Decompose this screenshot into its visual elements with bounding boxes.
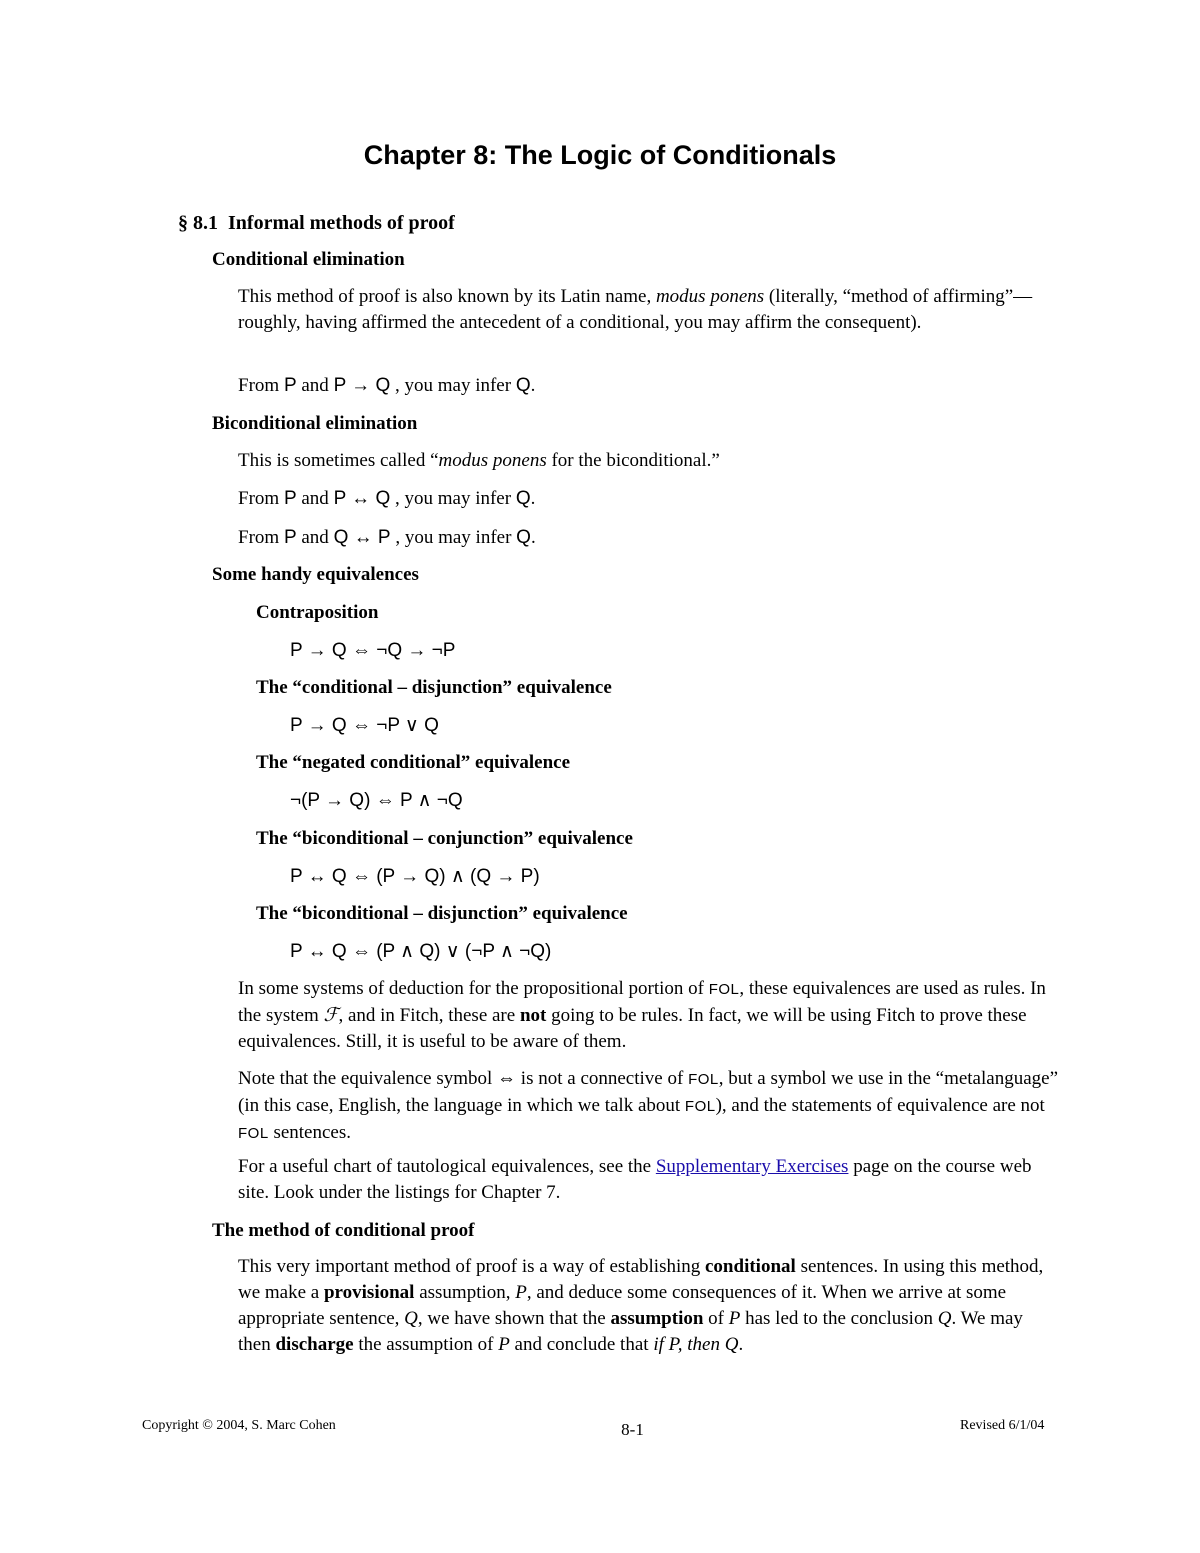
paragraph-equivalence-chart: [238, 1154, 1058, 1206]
section-number: § 8.1: [178, 212, 218, 234]
paragraph-biconditional-modus-ponens: [238, 448, 720, 474]
text-run: sentences. In using this method, we make a: [238, 1256, 1044, 1303]
term-modus-ponens: modus ponens: [438, 450, 547, 471]
text-run: for the biconditional.”: [546, 450, 720, 471]
text-run: In some systems of deduction for the propositional portion of: [238, 978, 709, 999]
paragraph-modus-ponens: [238, 284, 1038, 336]
variable-p: P: [515, 1282, 527, 1303]
heading-biconditional-elimination: Biconditional elimination: [212, 413, 418, 434]
fol-term: FOL: [684, 1098, 716, 1115]
heading-handy-equivalences: Some handy equivalences: [212, 564, 419, 585]
equivalence-formula: P → Q ⇔ ¬Q → ¬P: [290, 640, 456, 661]
text-run: , you may infer: [390, 488, 516, 509]
text-run: and conclude that: [509, 1334, 654, 1355]
text-run: This is sometimes called “: [238, 450, 439, 471]
paragraph-metalanguage-note: [238, 1066, 1058, 1147]
text-run: .: [530, 527, 536, 548]
variable-p: P: [498, 1334, 510, 1355]
text-run: . We may then: [238, 1308, 1023, 1355]
text-run: and: [296, 375, 334, 396]
rule-biconditional-elimination-2: [238, 525, 536, 551]
text-run: has led to the conclusion: [740, 1308, 938, 1329]
paragraph-equivalences-as-rules: [238, 976, 1068, 1055]
footer-page-number: 8-1: [621, 1420, 644, 1439]
formula: P: [283, 375, 297, 396]
text-run: .: [738, 1334, 744, 1355]
variable-q: Q: [937, 1308, 952, 1329]
text-run: From: [238, 488, 284, 509]
text-run: , and deduce some consequences of it. When we arrive at some appropriate sentence,: [238, 1282, 1007, 1329]
heading-conditional-proof: The method of conditional proof: [212, 1220, 475, 1241]
equivalence-name: The “biconditional – disjunction” equivalence: [256, 903, 628, 924]
rule-conditional-elimination: [238, 373, 535, 399]
emphasis: provisional: [323, 1282, 415, 1303]
emphasis: assumption: [610, 1308, 704, 1329]
text-run: , we have shown that the: [417, 1308, 611, 1329]
text-run: page on the course web site. Look under the listings for Chapter 7.: [238, 1156, 1032, 1203]
footer-revised-date: Revised 6/1/04: [960, 1418, 1045, 1433]
formula: Q: [516, 527, 531, 548]
text-run: This very important method of proof is a way of establishing: [238, 1256, 705, 1277]
fol-term: FOL: [238, 1125, 269, 1142]
formula: P ↔ Q: [333, 488, 391, 509]
text-run: and: [296, 488, 334, 509]
text-run: going to be rules. In fact, we will be using Fitch to prove these equivalences. Still, it is useful to be aware of them.: [238, 1005, 1027, 1052]
fol-term: FOL: [688, 1071, 719, 1088]
heading-conditional-elimination: Conditional elimination: [212, 249, 405, 270]
equivalence-formula: P ↔ Q ⇔ (P ∧ Q) ∨ (¬P ∧ ¬Q): [290, 941, 552, 962]
text-run: and: [296, 527, 334, 548]
text-run: This method of proof is also known by its Latin name,: [238, 286, 656, 307]
text-run: (literally, “method of affirming”—roughly, having affirmed the antecedent of a conditional, you may affirm the consequent).: [238, 286, 1033, 333]
text-run: , you may infer: [390, 375, 516, 396]
conclusion-if-then: if P, then Q: [653, 1334, 739, 1355]
footer-copyright: Copyright © 2004, S. Marc Cohen: [142, 1418, 336, 1433]
equivalence-name: The “negated conditional” equivalence: [256, 752, 571, 773]
formula: P: [283, 488, 297, 509]
text-run: of: [703, 1308, 729, 1329]
text-run: For a useful chart of tautological equivalences, see the: [238, 1156, 656, 1177]
formula: P: [283, 527, 297, 548]
equivalence-formula: ¬(P → Q) ⇔ P ∧ ¬Q: [290, 790, 463, 811]
text-run: From: [238, 527, 284, 548]
formula: Q: [515, 488, 531, 509]
formula: Q: [515, 375, 531, 396]
fol-term: FOL: [708, 981, 740, 998]
formula: P → Q: [333, 375, 391, 396]
text-run: , but a symbol we use in the “metalanguage” (in this case, English, the language in which we talk about: [238, 1068, 1059, 1116]
emphasis: discharge: [275, 1334, 354, 1355]
system-symbol: ℱ: [323, 1005, 339, 1026]
text-run: , and in Fitch, these are: [338, 1005, 520, 1026]
term-modus-ponens: modus ponens: [655, 286, 765, 307]
text-run: , these equivalences are used as rules. In the system: [238, 978, 1046, 1026]
text-run: assumption,: [414, 1282, 516, 1303]
equivalence-formula: P ↔ Q ⇔ (P → Q) ∧ (Q → P): [290, 866, 540, 887]
variable-p: P: [728, 1308, 741, 1329]
equivalence-name: The “conditional – disjunction” equivalence: [256, 677, 612, 698]
text-run: Note that the equivalence symbol ⇔ is not a connective of: [238, 1068, 689, 1089]
paragraph-conditional-proof: [238, 1254, 1058, 1358]
section-heading: [178, 210, 455, 236]
text-run: the assumption of: [353, 1334, 499, 1355]
section-title: Informal methods of proof: [228, 212, 455, 234]
rule-biconditional-elimination-1: [238, 486, 535, 512]
equivalence-formula: P → Q ⇔ ¬P ∨ Q: [290, 715, 439, 736]
equivalence-name: Contraposition: [256, 602, 379, 623]
variable-q: Q: [404, 1308, 418, 1329]
formula: Q ↔ P: [333, 527, 391, 548]
supplementary-exercises-link[interactable]: Supplementary Exercises: [655, 1156, 849, 1177]
text-run: ), and the statements of equivalence are not: [715, 1095, 1045, 1116]
text-run: From: [238, 375, 284, 396]
text-run: .: [530, 488, 536, 509]
emphasis-not: not: [519, 1005, 547, 1026]
page-title: Chapter 8: The Logic of Conditionals: [363, 140, 837, 170]
text-run: , you may infer: [390, 527, 517, 548]
text-run: sentences.: [268, 1122, 351, 1143]
text-run: .: [530, 375, 536, 396]
equivalence-name: The “biconditional – conjunction” equivalence: [256, 828, 633, 849]
emphasis: conditional: [705, 1256, 796, 1277]
